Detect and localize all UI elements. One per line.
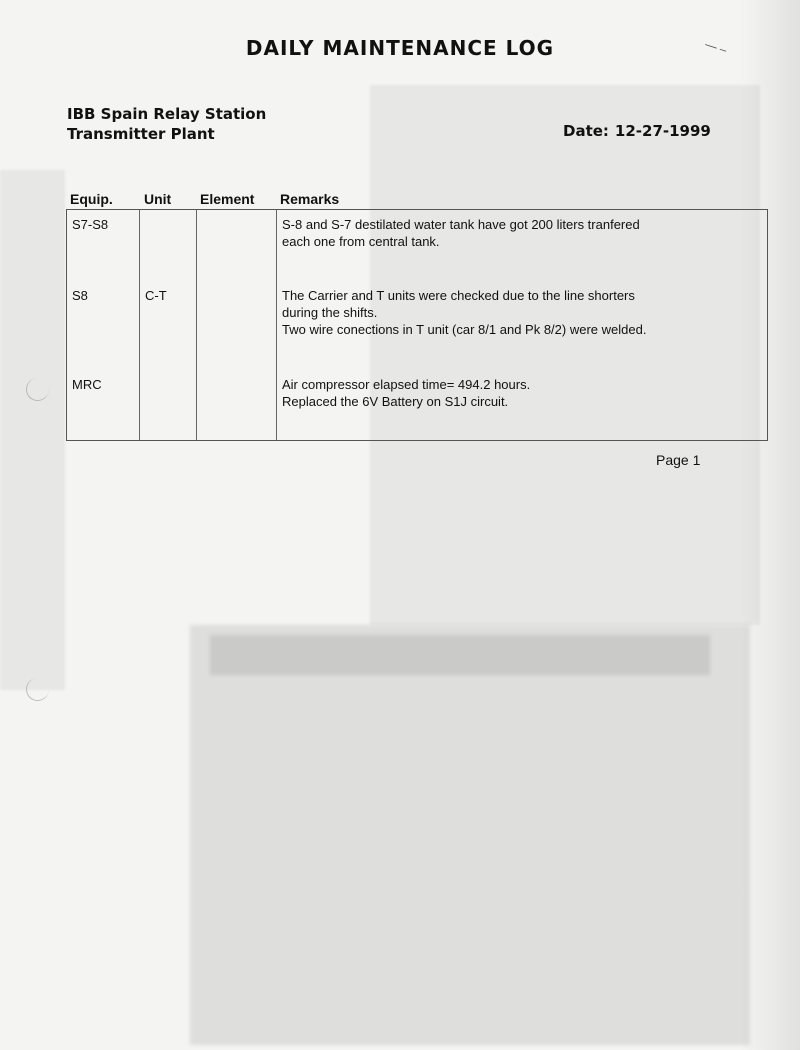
- column-divider: [276, 210, 277, 440]
- station-name: IBB Spain Relay Station: [67, 105, 267, 123]
- remark-line: Air compressor elapsed time= 494.2 hours.: [282, 377, 531, 392]
- row2-unit: C-T: [145, 288, 167, 303]
- row3-remarks: [282, 376, 530, 410]
- remark-line: Two wire conections in T unit (car 8/1 and Pk 8/2) were welded.: [282, 322, 647, 337]
- remark-line: during the shifts.: [282, 305, 378, 320]
- plant-name: Transmitter Plant: [67, 125, 215, 143]
- row3-equip: MRC: [72, 377, 102, 392]
- maintenance-log-table: [66, 209, 768, 441]
- document-title: DAILY MAINTENANCE LOG: [245, 36, 555, 60]
- row1-remarks: [282, 216, 640, 250]
- page-number: Page 1: [656, 452, 701, 468]
- row2-remarks: [282, 287, 646, 338]
- remark-line: S-8 and S-7 destilated water tank have got 200 liters tranfered: [282, 217, 640, 232]
- scan-edge-shadow: [740, 0, 800, 1050]
- station-block: [67, 104, 266, 144]
- scan-bleed-through-banner: [210, 635, 710, 675]
- scan-bleed-through-left: [0, 170, 65, 690]
- column-divider: [196, 210, 197, 440]
- table-header-row: [0, 191, 800, 209]
- stray-pen-mark: ― –: [703, 36, 729, 58]
- date-value: 12-27-1999: [614, 122, 711, 140]
- header-unit: Unit: [144, 191, 172, 207]
- row2-equip: S8: [72, 288, 88, 303]
- remark-line: The Carrier and T units were checked due to the line shorters: [282, 288, 635, 303]
- row1-equip: S7-S8: [72, 217, 109, 232]
- date-block: [563, 122, 711, 140]
- remark-line: each one from central tank.: [282, 234, 440, 249]
- header-remarks: Remarks: [280, 191, 340, 207]
- punch-hole-bottom: [26, 678, 49, 701]
- header-element: Element: [200, 191, 255, 207]
- punch-hole-top: [26, 378, 49, 401]
- column-divider: [139, 210, 140, 440]
- remark-line: Replaced the 6V Battery on S1J circuit.: [282, 394, 509, 409]
- scan-bleed-through-lower: [190, 625, 750, 1045]
- header-equip: Equip.: [70, 191, 113, 207]
- date-label: Date:: [563, 122, 609, 140]
